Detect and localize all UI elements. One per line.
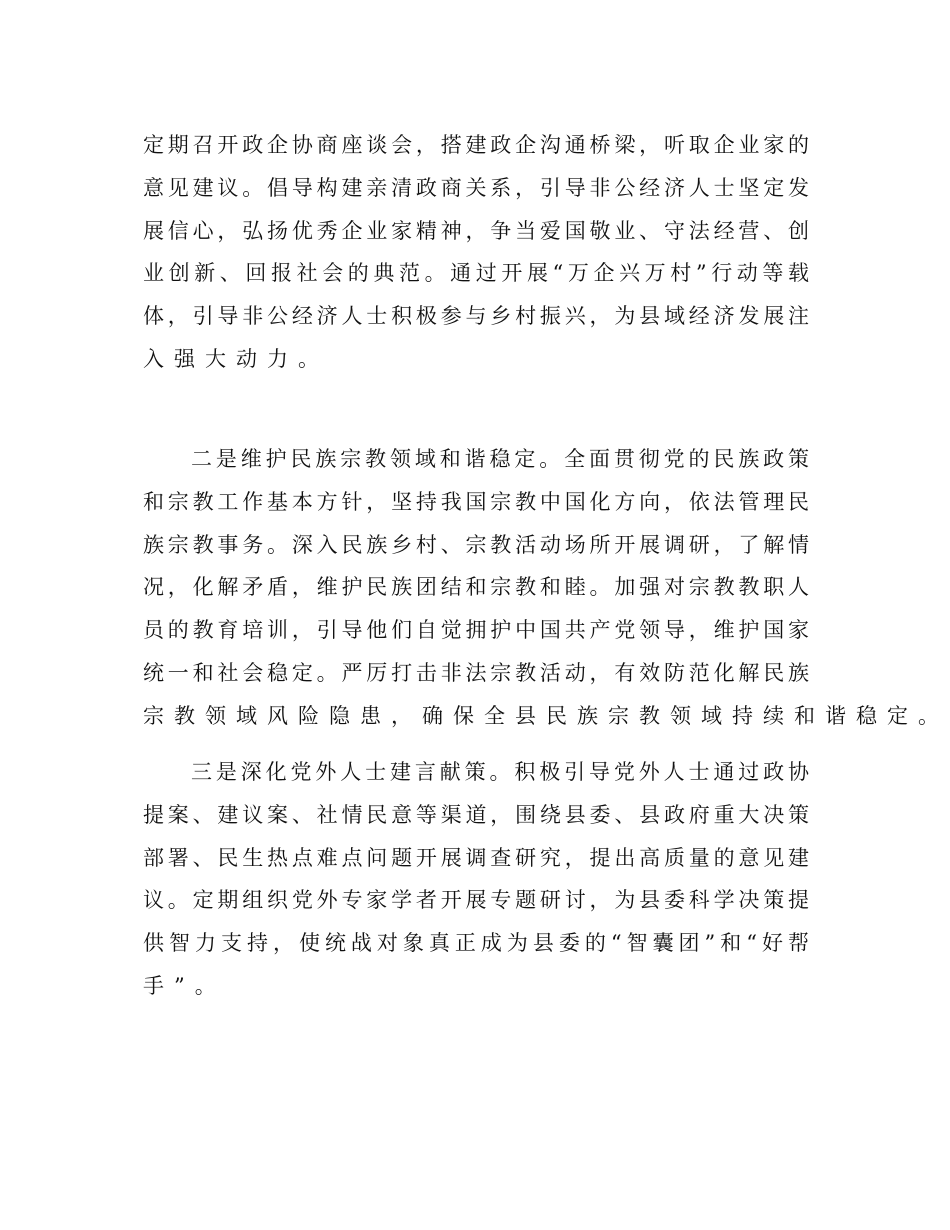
text-line: 况，化解矛盾，维护民族团结和宗教和睦。加强对宗教教职人: [143, 575, 809, 600]
paragraph-2: [143, 438, 949, 738]
text-line: 入强大动力。: [143, 346, 329, 371]
text-line: 统一和社会稳定。严厉打击非法宗教活动，有效防范化解民族: [143, 660, 809, 685]
text-line: 提案、建议案、社情民意等渠道，围绕县委、县政府重大决策: [143, 802, 809, 827]
text-line: 手”。: [143, 973, 226, 998]
text-line: 体，引导非公经济人士积极参与乡村振兴，为县域经济发展注: [143, 304, 809, 329]
text-line: 部署、民生热点难点问题开展调查研究，提出高质量的意见建: [143, 845, 809, 870]
text-line: 业创新、回报社会的典范。通过开展“万企兴万村”行动等载: [143, 261, 809, 286]
text-line: 展信心，弘扬优秀企业家精神，争当爱国敬业、守法经营、创: [143, 218, 809, 243]
paragraph-1: [143, 124, 809, 381]
text-line: 意见建议。倡导构建亲清政商关系，引导非公经济人士坚定发: [143, 175, 809, 200]
text-line: 供智力支持，使统战对象真正成为县委的“智囊团”和“好帮: [143, 931, 809, 956]
text-line: 定期召开政企协商座谈会，搭建政企沟通桥梁，听取企业家的: [143, 133, 809, 157]
text-line: 三是深化党外人士建言献策。积极引导党外人士通过政协: [191, 760, 809, 784]
text-line: 宗教领域风险隐患，确保全县民族宗教领域持续和谐稳定。: [143, 703, 949, 728]
text-line: 员的教育培训，引导他们自觉拥护中国共产党领导，维护国家: [143, 618, 809, 643]
paragraph-3: [143, 751, 809, 1008]
text-line: 议。定期组织党外专家学者开展专题研讨，为县委科学决策提: [143, 888, 809, 913]
text-line: 二是维护民族宗教领域和谐稳定。全面贯彻党的民族政策: [191, 447, 809, 471]
text-line: 和宗教工作基本方针，坚持我国宗教中国化方向，依法管理民: [143, 489, 809, 514]
text-line: 族宗教事务。深入民族乡村、宗教活动场所开展调研，了解情: [143, 532, 809, 557]
